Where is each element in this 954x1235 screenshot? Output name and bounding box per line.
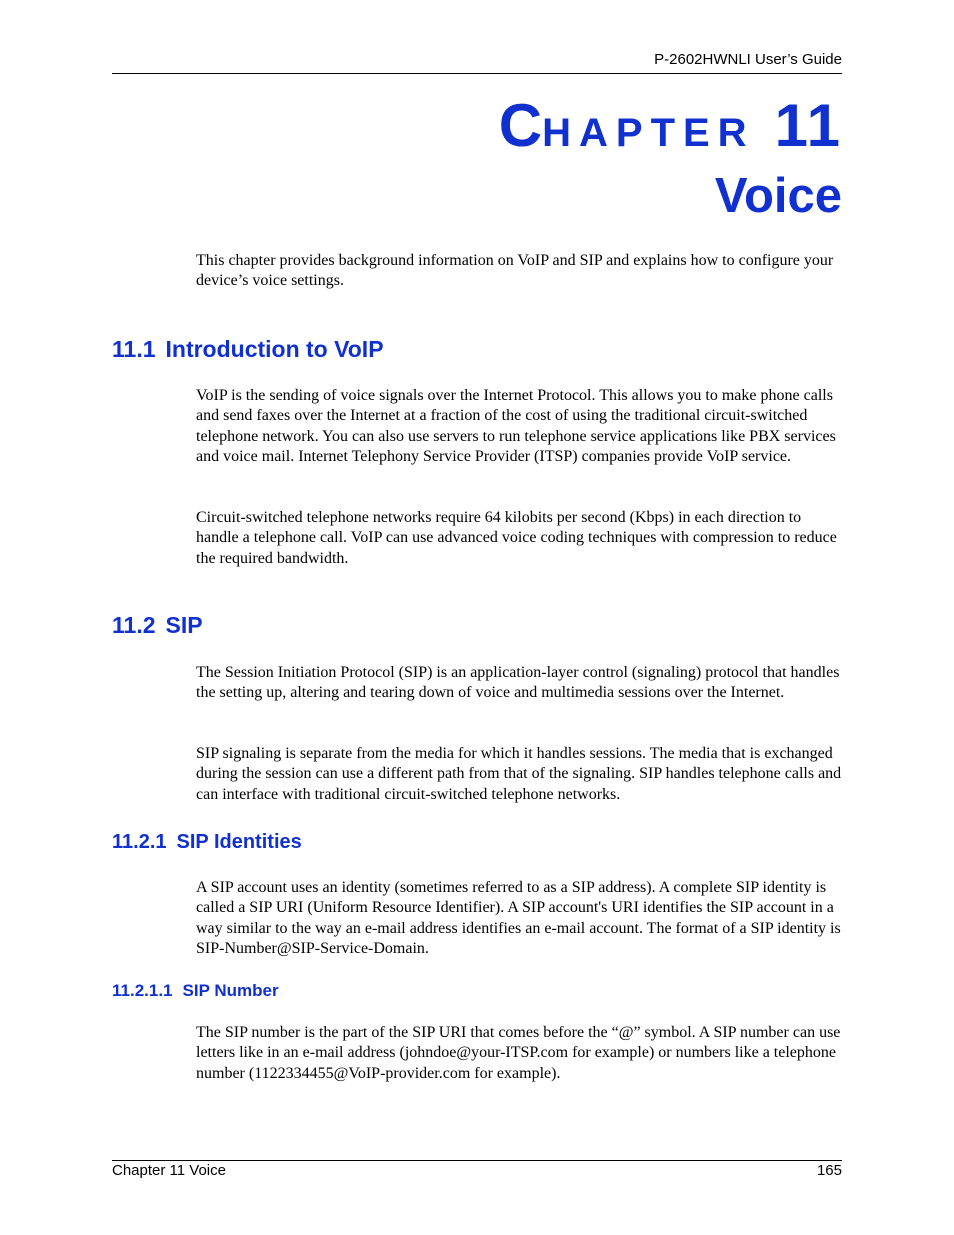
chapter-label-initial: C: [498, 92, 543, 159]
header-rule: [112, 73, 842, 74]
guide-title: P-2602HWNLI User’s Guide: [654, 51, 842, 68]
section-title: SIP: [165, 612, 203, 638]
subsection-heading-sip-identities: [112, 830, 302, 854]
subsubsection-heading-sip-number: [112, 980, 279, 1002]
section-title: Introduction to VoIP: [165, 336, 384, 362]
subsection-title: SIP Identities: [176, 831, 302, 853]
subsection-number: 11.2.1: [112, 831, 167, 853]
voip-paragraph-1: VoIP is the sending of voice signals over the Internet Protocol. This allows you to make phone calls and send faxes over the Internet at a fraction of the cost of using the traditional circuit-switched telephone network. You can also use servers to run telephone service applications like PBX services and voice mail. Internet Telephony Service Provider (ITSP) companies provide VoIP service.: [196, 387, 836, 465]
sip-identities-paragraph: A SIP account uses an identity (sometimes referred to as a SIP address). A complete SIP identity is called a SIP URI (Uniform Resource Identifier). A SIP account's URI identifies the SIP account in a way similar to the way an e-mail address identifies an e-mail account. The format of a SIP identity is SIP-Number@SIP-Service-Domain.: [196, 879, 841, 957]
section-heading-sip: [112, 611, 203, 639]
footer-chapter-label: Chapter 11 Voice: [112, 1162, 226, 1179]
voip-paragraph-2: Circuit-switched telephone networks require 64 kilobits per second (Kbps) in each direction to handle a telephone call. VoIP can use advanced voice coding techniques with compression to reduce the required bandwidth.: [196, 509, 837, 567]
section-number: 11.2: [112, 612, 156, 638]
sip-paragraph-1: The Session Initiation Protocol (SIP) is an application-layer control (signaling) protocol that handles the setting up, altering and tearing down of voice and multimedia sessions over the Internet.: [196, 664, 840, 702]
subsubsection-title: SIP Number: [182, 981, 279, 1000]
chapter-title: Voice: [714, 169, 842, 223]
chapter-intro-paragraph: This chapter provides background information on VoIP and SIP and explains how to configure your device’s voice settings.: [196, 252, 834, 290]
sip-number-paragraph: The SIP number is the part of the SIP URI that comes before the “@” symbol. A SIP number can use letters like in an e-mail address (johndoe@your-ITSP.com for example) or numbers like a telephone number (1122334455@VoIP-provider.com for example).: [196, 1024, 841, 1082]
chapter-heading: [498, 92, 842, 159]
section-heading-voip: [112, 335, 384, 363]
page-number: 165: [816, 1162, 842, 1179]
chapter-label-rest: HAPTER: [542, 111, 755, 155]
chapter-label: [498, 92, 842, 159]
sip-paragraph-2: SIP signaling is separate from the media for which it handles sessions. The media that is exchanged during the session can use a different path from that of the signaling. SIP handles telephone calls and can interface with traditional circuit-switched telephone networks.: [196, 745, 842, 803]
section-number: 11.1: [112, 336, 156, 362]
chapter-number: 11: [774, 92, 842, 159]
subsubsection-number: 11.2.1.1: [112, 981, 173, 1000]
